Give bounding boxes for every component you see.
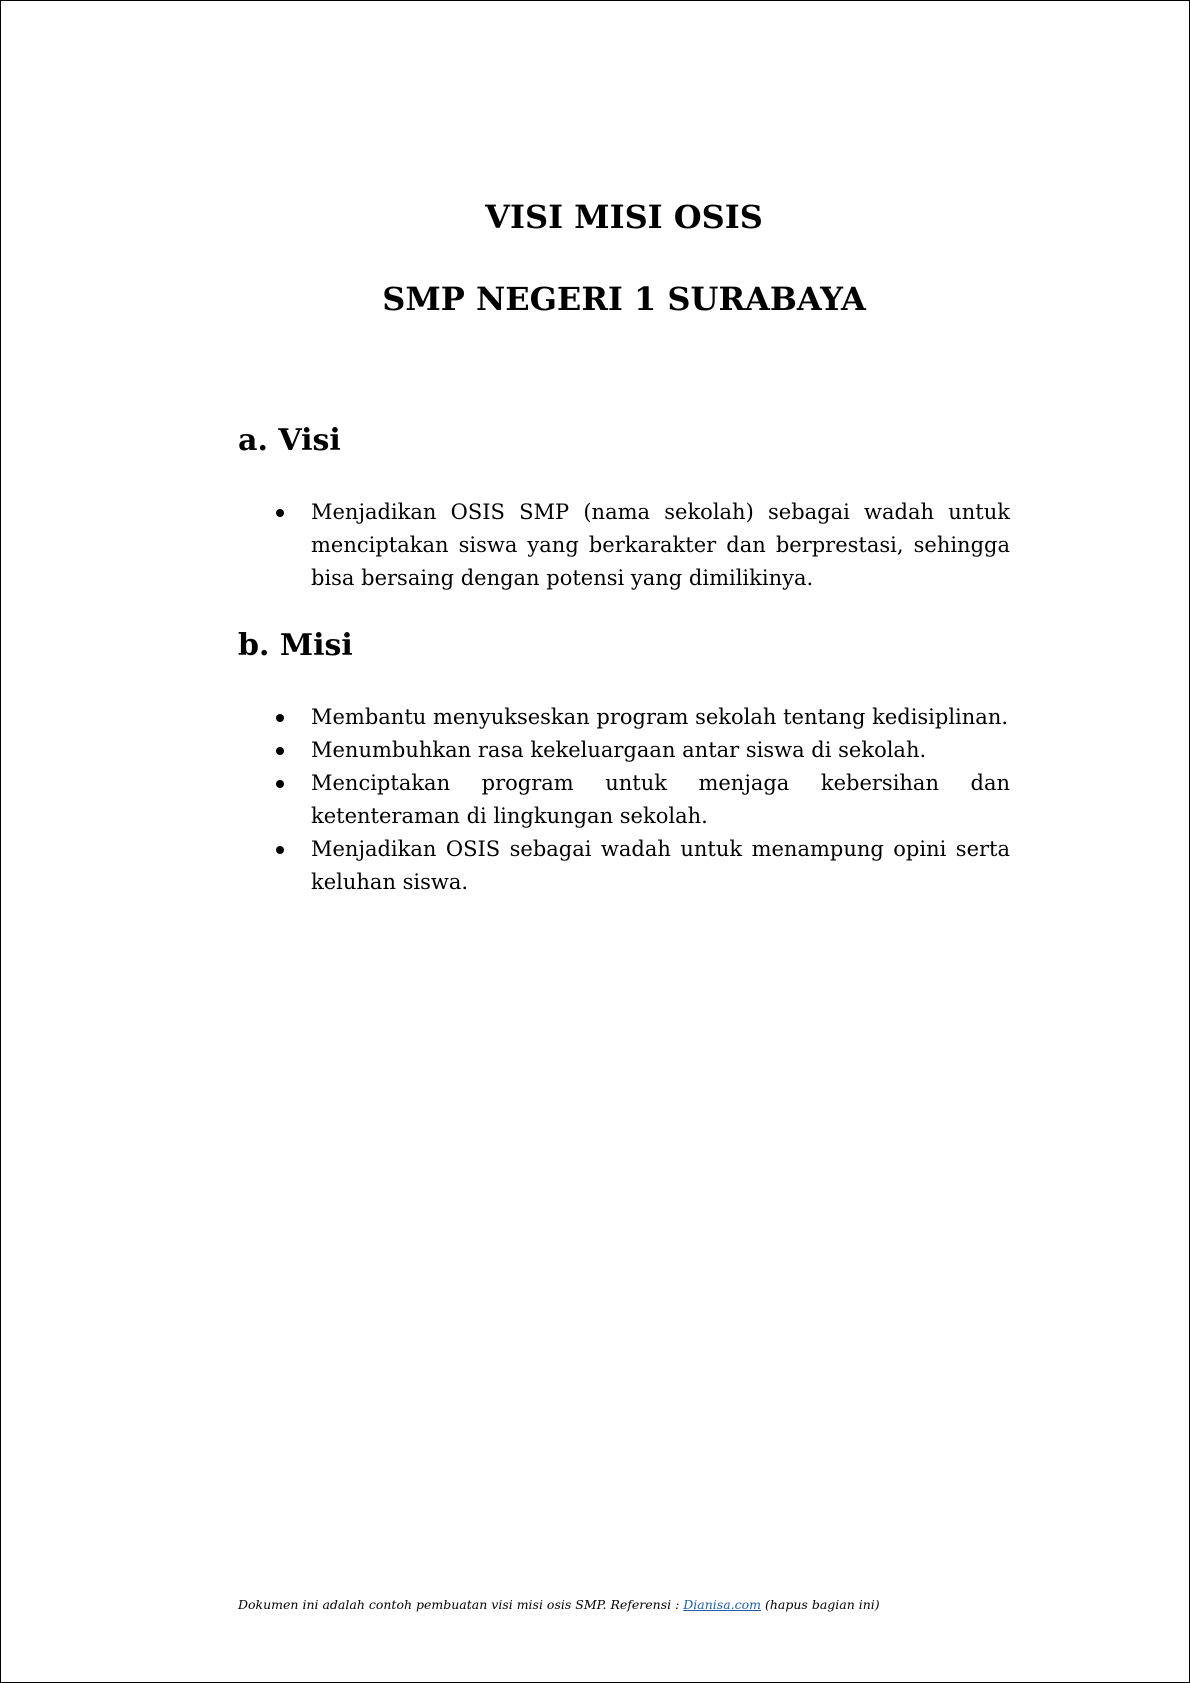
bullet-icon (276, 780, 284, 788)
list-item-text: Menjadikan OSIS sebagai wadah untuk menampung opini serta keluhan siswa. (311, 837, 1010, 894)
bullet-icon (276, 509, 284, 517)
list-item-text: Membantu menyukseskan program sekolah tentang kedisiplinan. (311, 705, 1009, 729)
list-item-text: Menumbuhkan rasa kekeluargaan antar siswa di sekolah. (311, 738, 927, 762)
section-heading-misi: b. Misi (238, 628, 353, 663)
footer-note (238, 1596, 880, 1614)
list-item-text: Menjadikan OSIS SMP (nama sekolah) sebagai wadah untuk menciptakan siswa yang berkarakter dan berprestasi, sehingga bisa bersaing dengan potensi yang dimilikinya. (311, 500, 1010, 590)
bullet-icon (276, 747, 284, 755)
list-item (238, 701, 1010, 734)
list-item (238, 833, 1010, 899)
footer-text: Dokumen ini adalah contoh pembuatan visi misi osis SMP. Referensi : (238, 1597, 684, 1612)
bullet-icon (276, 846, 284, 854)
misi-list (238, 701, 1010, 899)
list-item (238, 734, 1010, 767)
list-item-text: Menciptakan program untuk menjaga kebersihan dan ketenteraman di lingkungan sekolah. (311, 771, 1010, 828)
reference-link[interactable]: Dianisa.com (683, 1597, 762, 1612)
list-item (238, 767, 1010, 833)
page-title: VISI MISI OSIS (485, 198, 763, 236)
footer-text-after: (hapus bagian ini) (761, 1597, 880, 1612)
list-item (238, 496, 1010, 595)
page-subtitle: SMP NEGERI 1 SURABAYA (382, 280, 866, 318)
bullet-icon (276, 714, 284, 722)
visi-list (238, 496, 1010, 595)
section-heading-visi: a. Visi (238, 423, 341, 458)
